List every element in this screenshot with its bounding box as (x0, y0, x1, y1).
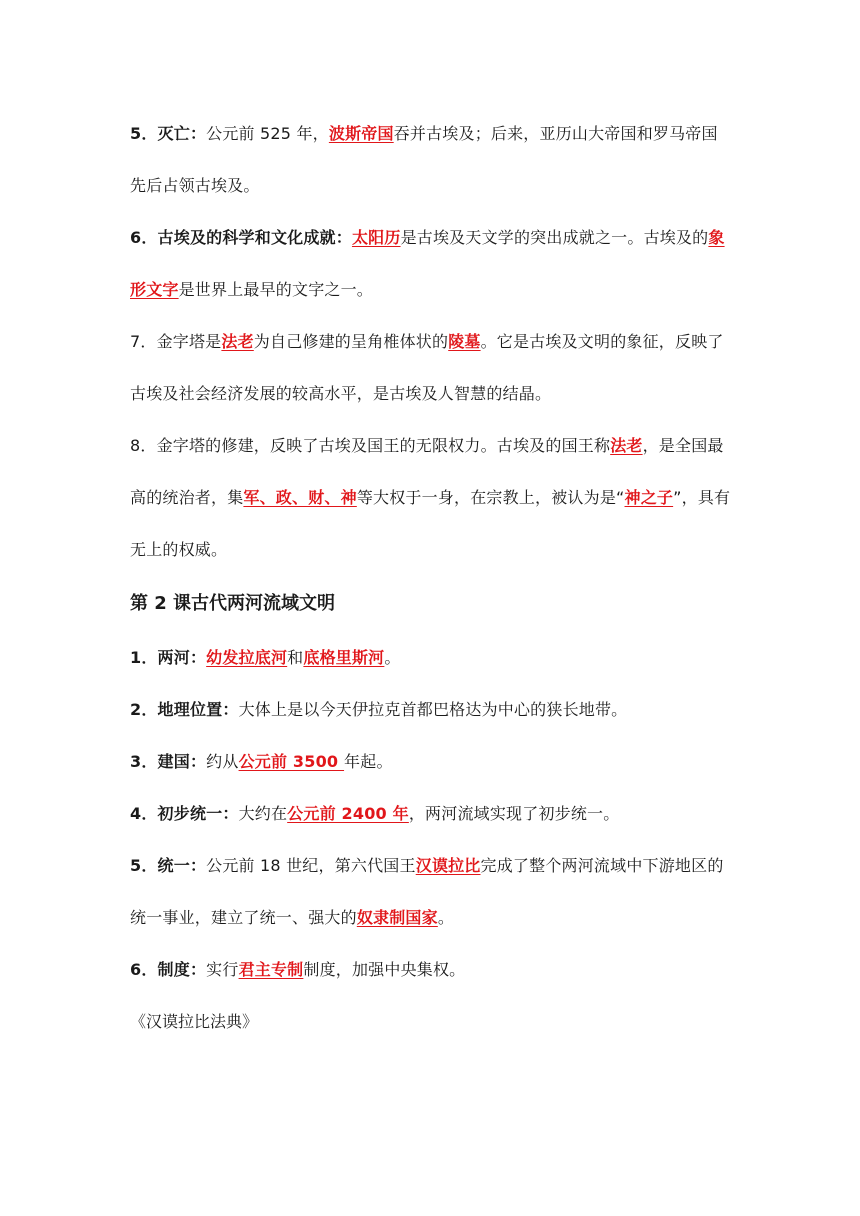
paragraph-unification (130, 840, 732, 944)
paragraph-two-rivers (130, 632, 732, 684)
keyword: 军、政、财、神 (243, 488, 357, 507)
keyword: 公元前 2400 年 (287, 804, 409, 823)
keyword: 幼发拉底河 (206, 648, 288, 667)
text: 大体上是以今天伊拉克首都巴格达为中心的狭长地带。 (238, 700, 628, 719)
paragraph-pharaoh-power (130, 420, 732, 576)
text: ，两河流域实现了初步统一。 (408, 804, 620, 823)
text: 。 (437, 908, 455, 927)
text: 年起。 (344, 752, 393, 771)
text: 。它是古埃及文明的象征，反映了古埃及社会经济发展的较高水平，是古埃及人智慧的结晶。 (130, 332, 724, 403)
text: 约从 (206, 752, 239, 771)
text: 是古埃及天文学的突出成就之一。古埃及的 (400, 228, 709, 247)
item-number: 6． (130, 960, 158, 979)
lesson-heading: 第 2 课古代两河流域文明 (130, 593, 336, 614)
item-label: 初步统一： (157, 804, 239, 823)
paragraph-egypt-achievements (130, 212, 732, 316)
keyword: 太阳历 (351, 228, 401, 247)
paragraph-initial-unification (130, 788, 732, 840)
text: 完成了整个两河流域中下游地区的统一事业，建立了统一、强大的 (130, 856, 724, 927)
item-label: 制度： (157, 960, 207, 979)
text: 制度，加强中央集权。 (303, 960, 466, 979)
text: ，是全国最高的统治者，集 (130, 436, 724, 507)
item-label: 古埃及的科学和文化成就： (157, 228, 352, 247)
item-number: 4． (130, 804, 158, 823)
item-number: 3． (130, 752, 158, 771)
book-title: 《汉谟拉比法典》 (130, 1012, 259, 1031)
keyword: 君主专制 (238, 960, 304, 979)
text: 为自己修建的呈角椎体状的 (253, 332, 449, 351)
keyword: 汉谟拉比 (415, 856, 481, 875)
keyword: 奴隶制国家 (356, 908, 438, 927)
paragraph-location (130, 684, 732, 736)
keyword: 法老 (610, 436, 643, 455)
item-label: 灭亡： (157, 124, 207, 143)
item-label: 地理位置： (157, 700, 239, 719)
text: 是世界上最早的文字之一。 (178, 280, 374, 299)
keyword: 公元前 3500 (238, 752, 345, 771)
item-label: 两河： (157, 648, 207, 667)
item-number: 5． (130, 124, 158, 143)
text: 。 (384, 648, 401, 667)
keyword: 底格里斯河 (303, 648, 385, 667)
paragraph-system (130, 944, 732, 996)
text: 大约在 (238, 804, 288, 823)
text: 公元前 18 世纪，第六代国王 (206, 856, 416, 875)
text: 等大权于一身，在宗教上，被认为是“ (356, 488, 625, 507)
text: ”，具有无上的权威。 (130, 488, 731, 559)
text: 吞并古埃及；后来，亚历山大帝国和罗马帝国先后占领古埃及。 (130, 124, 718, 195)
item-label: 建国： (157, 752, 207, 771)
item-label: 统一： (157, 856, 207, 875)
keyword: 波斯帝国 (328, 124, 394, 143)
paragraph-egypt-fall (130, 108, 732, 212)
text: 7．金字塔是 (130, 332, 222, 351)
document-body (130, 108, 732, 1048)
text: 8．金字塔的修建，反映了古埃及国王的无限权力。古埃及的国王称 (130, 436, 611, 455)
keyword: 神之子 (624, 488, 674, 507)
text: 实行 (206, 960, 239, 979)
keyword: 象形文字 (130, 228, 725, 299)
item-number: 6． (130, 228, 158, 247)
paragraph-founding (130, 736, 732, 788)
text: 公元前 525 年， (206, 124, 329, 143)
keyword: 法老 (221, 332, 254, 351)
paragraph-pyramid (130, 316, 732, 420)
item-number: 5． (130, 856, 158, 875)
text: 和 (287, 648, 304, 667)
item-number: 1． (130, 648, 158, 667)
keyword: 陵墓 (448, 332, 481, 351)
item-number: 2． (130, 700, 158, 719)
